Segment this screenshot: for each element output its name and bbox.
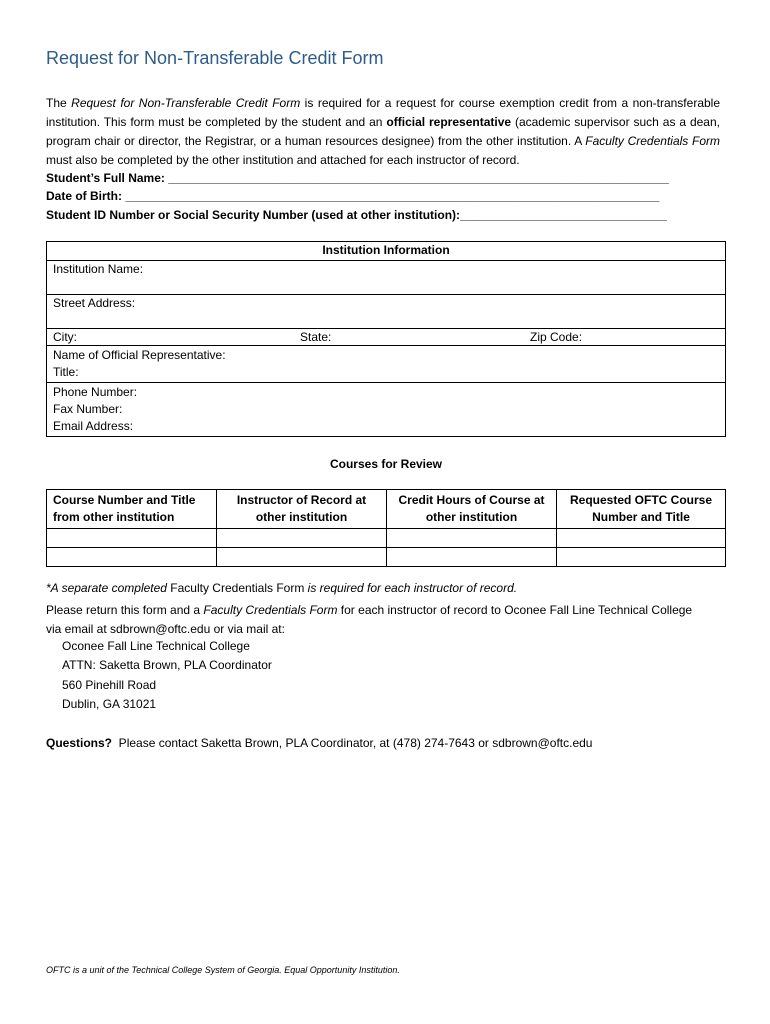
representative-cell[interactable] [47,346,726,383]
email-label: Email Address: [53,419,134,433]
table-cell[interactable] [387,548,557,567]
col-course-number: Course Number and Title from other institution [47,490,217,529]
intro-bold-term: official representative [386,115,512,129]
table-cell[interactable] [387,529,557,548]
address-line: 560 Pinehill Road [62,678,157,692]
table-cell[interactable] [217,548,387,567]
questions-text: Please contact Saketta Brown, PLA Coordinator, at (478) 274-7643 or sdbrown@oftc.edu [112,736,593,750]
fax-label: Fax Number: [53,402,123,416]
dob-field[interactable]: Date of Birth: ________________________________________________________________________________ [46,189,660,203]
address-line: Dublin, GA 31021 [62,697,157,711]
intro-paragraph [46,94,720,170]
state-label: State: [300,330,332,344]
return-instructions [46,603,692,617]
representative-label: Name of Official Representative: [53,348,226,362]
footer-note: OFTC is a unit of the Technical College System of Georgia. Equal Opportunity Institution. [46,965,400,975]
intro-text-2: is required for a request for course exemption credit from a non-transferable institution. This form must be completed by the student and an [46,96,721,129]
address-line: Oconee Fall Line Technical College [62,639,250,653]
table-cell[interactable] [557,529,726,548]
student-name-field[interactable]: Student’s Full Name: ___________________________________________________________________________ [46,171,669,185]
street-address-label: Street Address: [53,296,136,310]
col-instructor: Instructor of Record at other institution [217,490,387,529]
table-row [47,548,726,567]
table-row [47,529,726,548]
courses-heading: Courses for Review [329,457,443,471]
questions-label: Questions? [46,736,113,750]
institution-heading: Institution Information [47,242,726,261]
page-title: Request for Non-Transferable Credit Form [46,48,384,68]
institution-name-cell[interactable] [47,261,726,295]
intro-faculty-form: Faculty Credentials Form [585,134,720,148]
col-oftc-course: Requested OFTC Course Number and Title [557,490,726,529]
zip-label: Zip Code: [530,330,583,344]
return-text-c: for each instructor of record to Oconee Fall Line Technical College [337,603,693,617]
contact-cell[interactable] [47,383,726,437]
table-cell[interactable] [557,548,726,567]
table-cell[interactable] [217,529,387,548]
note-text-b: Faculty Credentials Form [170,581,305,595]
col-credit-hours: Credit Hours of Course at other institution [387,490,557,529]
street-address-cell[interactable] [47,295,726,329]
title-label: Title: [53,365,79,379]
city-state-zip-cell[interactable] [47,329,726,346]
return-line-2: via email at sdbrown@oftc.edu or via mail at: [46,622,285,636]
intro-text-4: must also be completed by the other institution and attached for each instructor of record. [46,153,520,167]
address-line: ATTN: Saketta Brown, PLA Coordinator [62,658,272,672]
questions-line [46,736,592,750]
student-id-field[interactable]: Student ID Number or Social Security Number (used at other institution):_______________________________ [46,208,667,222]
note-text-c: is required for each instructor of record. [304,581,518,595]
note-text-a: *A separate completed [46,581,171,595]
return-text-b: Faculty Credentials Form [203,603,338,617]
intro-text-3: (academic supervisor such as a dean, program chair or director, the Registrar, or a human resources designee) from the other institution. A [46,115,720,148]
table-cell[interactable] [47,529,217,548]
courses-table [46,489,726,567]
intro-text-1: The [46,96,72,110]
city-label: City: [53,330,77,344]
phone-label: Phone Number: [53,385,138,399]
instructor-note [46,581,517,595]
return-text-a: Please return this form and a [46,603,204,617]
table-cell[interactable] [47,548,217,567]
institution-table [46,241,726,437]
intro-form-name: Request for Non-Transferable Credit Form [71,96,301,110]
institution-name-label: Institution Name: [53,262,144,276]
